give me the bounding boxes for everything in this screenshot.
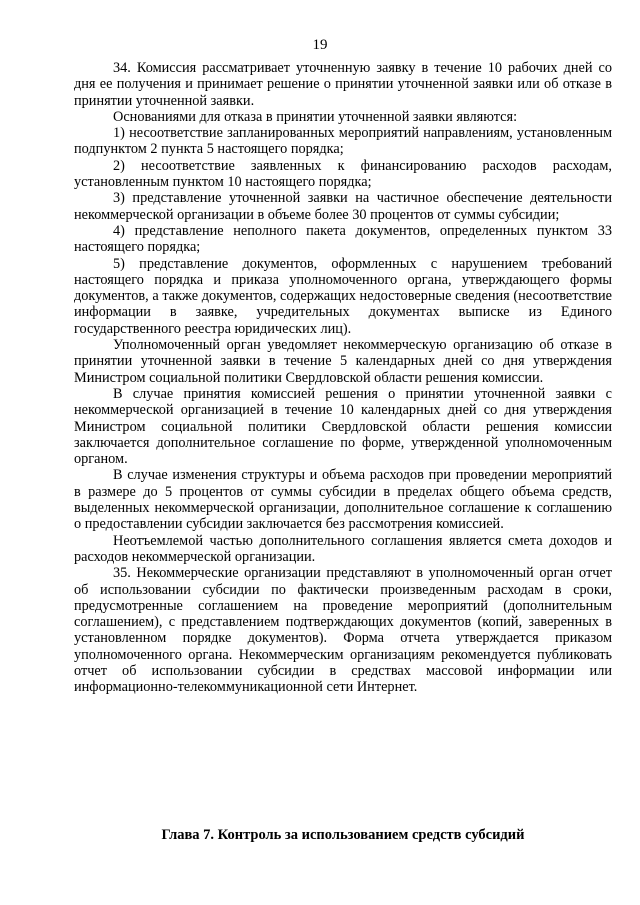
paragraph-additional-agreement: В случае принятия комиссией решения о принятии уточненной заявки с некоммерческой организацией в течение 10 календарных дней со дня утверждения Министром социальной политики Свердловской области решения комиссии заключается дополнительное соглашение по форме, утвержденной уполномоченным органом. (74, 385, 612, 468)
paragraph-structure-change: В случае изменения структуры и объема расходов при проведении мероприятий в размере до 5 процентов от суммы субсидии в пределах общего объема средств, выделенных некоммерческой организации, дополнительное соглашение к соглашению о предоставлении субсидии заключается без рассмотрения комиссией. (74, 467, 612, 533)
list-item-2: 2) несоответствие заявленных к финансированию расходов расходам, установленным пунктом 10 настоящего порядка; (74, 157, 612, 191)
chapter-heading: Глава 7. Контроль за использованием средств субсидий (161, 827, 525, 843)
list-item-3: 3) представление уточненной заявки на частичное обеспечение деятельности некоммерческой организации в объеме более 30 процентов от суммы субсидии; (74, 190, 612, 223)
document-body (74, 60, 612, 696)
list-item-4: 4) представление неполного пакета документов, определенных пунктом 33 настоящего порядка; (74, 222, 612, 256)
list-item-5: 5) представление документов, оформленных с нарушением требований настоящего порядка и приказа уполномоченного органа, утверждающего формы документов, а также документов, содержащих недостоверные сведения (несоответствие информации в заявке, учредительных документах выписке из Единого государственного реестра юридических лиц). (74, 255, 612, 337)
paragraph-notification: Уполномоченный орган уведомляет некоммерческую организацию об отказе в принятии уточненной заявки в течение 5 календарных дней со дня утверждения Министром социальной политики Свердловской области решения комиссии. (74, 337, 612, 386)
paragraph-budget-estimate: Неотъемлемой частью дополнительного соглашения является смета доходов и расходов некоммерческой организации. (74, 532, 612, 565)
paragraph-34-review: 34. Комиссия рассматривает уточненную заявку в течение 10 рабочих дней со дня ее получения и принимает решение о принятии уточненной заявки или об отказе в принятии уточненной заявки. (74, 60, 612, 109)
page-number: 19 (312, 37, 328, 53)
paragraph-refusal-grounds: Основаниями для отказа в принятии уточненной заявки являются: (113, 108, 518, 125)
paragraph-35-report: 35. Некоммерческие организации представляют в уполномоченный орган отчет об использовании субсидии по фактически произведенным расходам в сроки, предусмотренные соглашением на проведение мероприятий (дополнительным соглашением), с представлением подтверждающих документов (копий, заверенных в установленном порядке документов). Форма отчета утверждается приказом уполномоченного органа. Некоммерческим организациям рекомендуется публиковать отчет об использовании субсидии в средствах массовой информации или информационно-телекоммуникационной сети Интернет. (74, 565, 612, 696)
list-item-1: 1) несоответствие запланированных мероприятий направлениям, установленным подпунктом 2 пункта 5 настоящего порядка; (74, 125, 612, 158)
